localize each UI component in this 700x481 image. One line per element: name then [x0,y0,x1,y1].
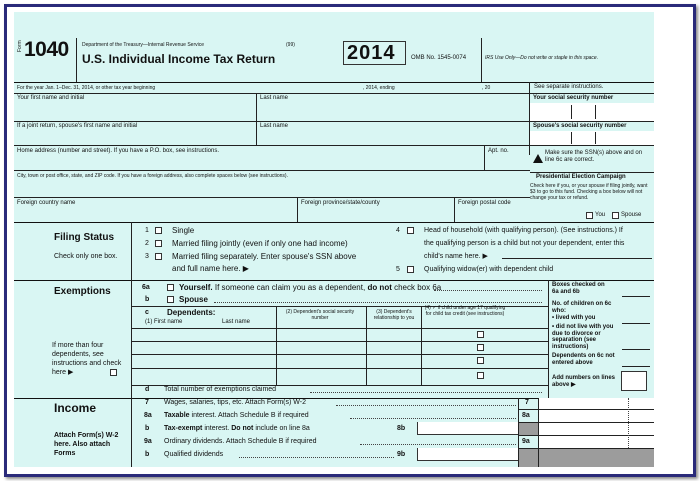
foreign-country-label: Foreign country name [17,200,76,206]
filing-joint-checkbox[interactable] [155,240,162,247]
line-7-label: Wages, salaries, tips, etc. Attach Form(s) W-2 [164,399,306,406]
total-exemptions-box[interactable] [621,371,647,391]
see-instructions-note: See separate instructions. [534,84,604,90]
first-name-field-label: Your first name and initial [17,95,85,101]
form-label: Form [17,40,23,52]
spouse-first-name-label: If a joint return, spouse's first name and initial [17,123,138,129]
filing-head-household-checkbox[interactable] [407,227,414,234]
attach-w2-note: Attach Form(s) W-2 here. Also attach Forms [54,432,119,457]
omb-number: OMB No. 1545-0074 [411,55,467,61]
more-dependents-checkbox[interactable] [110,369,117,376]
warning-arrow-icon [533,154,543,163]
dependent-1-child-credit-checkbox[interactable] [477,331,484,338]
income-amount-column[interactable] [539,398,654,448]
foreign-province-label: Foreign province/state/county [301,200,380,206]
ssn-label: Your social security number [533,95,614,101]
more-dependents-note: If more than four dependents, see instructions and check here ▶ [52,342,122,376]
home-address-label: Home address (number and street). If you have a P.O. box, see instructions. [17,148,219,154]
ssn-check-note: Make sure the SSN(s) above and on line 6c are correct. [545,150,643,163]
dependent-4-child-credit-checkbox[interactable] [477,372,484,379]
yourself-checkbox[interactable] [167,284,174,291]
tax-year-text: For the year Jan. 1–Dec. 31, 2014, or other tax year beginning [17,85,156,91]
city-state-zip-label: City, town or post office, state, and ZIP code. If you have a foreign address, also complete spaces below (see instructions). [17,173,288,179]
apt-no-label: Apt. no. [488,148,509,154]
form-title: U.S. Individual Income Tax Return [82,52,276,66]
foreign-postal-label: Foreign postal code [458,200,511,206]
check-only-one-note: Check only one box. [54,253,118,260]
filing-widow-checkbox[interactable] [407,266,414,273]
line-8b-input[interactable] [417,422,518,435]
spouse-ssn-input[interactable] [530,131,654,145]
campaign-title: Presidential Election Campaign [536,174,626,180]
income-title: Income [54,401,97,415]
spouse-checkbox[interactable] [167,296,174,303]
campaign-text: Check here if you, or your spouse if filing jointly, want $3 to go to this fund. Checking a box below will not change your tax or refund. [530,183,648,202]
last-name-field-label: Last name [260,95,289,101]
total-exemptions-label: Total number of exemptions claimed [164,386,277,393]
campaign-you-checkbox[interactable] [586,212,593,219]
line-9a-label: Ordinary dividends. Attach Schedule B if required [164,438,317,445]
line-9b-label: Qualified dividends [164,451,224,458]
tax-year: 2014 [347,42,396,64]
form-1040-page: Form 1040 Department of the Treasury—Internal Revenue Service (99) U.S. Individual Income Tax Return 2014 OMB No. 1545-0074 IRS Use Only—Do not write or staple in this space. For the year Jan. 1–Dec. 31, 2014, or other tax year beginning , 2014, ending , 20 See separate instructions. Your first name and initial Last name Your social security number If a joint return, spouse's first name and initial Last name Spouse's social security number Home address (number and street). If you have a P.O. box, see instructions. Apt. no. Make sure the SSN(s) above and on line 6c are correct. City, town or post office, state, and ZIP code. If you have a foreign address, also complete spaces below (see instructions). Presidential Election Campaign Check here if you, or your spouse if filing jointly, want $3 to go to this fund. Checking a box below will not change your tax or refund. You Spouse Foreign country name Foreign province/state/county Foreign postal code Filing Status Check only one box. 1 Single 2 Married filing jointly (even if only one had income) 3 Married filing separately. Enter spouse's SSN above and full name here. ▶ 4 Head of household (with qualifying person). (See instructions.) If the qualifying person is a child but not your dependent, enter this child's name here. ▶ 5 Qualifying widow(er) with dependent child Exemptions 6a Yourself. If someone can claim you as a dependent, do not check box 6a b Spouse c Dependents: (1) First name Last name (2) Dependent's social security number (3) Dependent's relationship to you (4) ✓ if child under age 17 qualifying for child tax credit (see instructions) If more than four dependents, see instructions and check here ▶ d Total number of exemptions claimed Boxes checked on 6a and 6b No. of children on 6c who: • lived with you • did not live with you due to divorce or separation (see instructions) Dependents on 6c not entered above Add numbers on lines above ▶ Income Attach Form(s) W-2 here. Also attach Forms 7 Wages, salaries, tips, etc. Attach Form(s) W-2 8a Taxable interest. Attach Schedule B if required b Tax-exempt interest. Do not include on line 8a 8b 9a Ordinary dividends. Attach Schedule B if required b Qualified dividends 9b 7 8a 9a [14,12,654,467]
line-8b-label: Tax-exempt interest. Do not include on line 8a [164,425,310,432]
department-label: Department of the Treasury—Internal Revenue Service [82,42,205,48]
line-8a-label: Taxable interest. Attach Schedule B if required [164,412,309,419]
yourself-line: Yourself. If someone can claim you as a dependent, do not check box 6a [179,283,442,292]
dependent-3-child-credit-checkbox[interactable] [477,357,484,364]
filing-single-checkbox[interactable] [155,227,162,234]
form-code: (99) [286,42,295,48]
form-number: 1040 [24,38,69,61]
filing-status-title: Filing Status [54,232,114,243]
ssn-input[interactable] [530,103,654,121]
exemptions-title: Exemptions [54,286,111,297]
line-9b-input[interactable] [417,448,518,461]
dependent-2-child-credit-checkbox[interactable] [477,344,484,351]
irs-use-only: IRS Use Only—Do not write or staple in this space. [485,55,599,61]
spouse-ssn-label: Spouse's social security number [533,123,627,129]
spouse-last-name-label: Last name [260,123,289,129]
campaign-spouse-checkbox[interactable] [612,212,619,219]
filing-separate-checkbox[interactable] [155,253,162,260]
